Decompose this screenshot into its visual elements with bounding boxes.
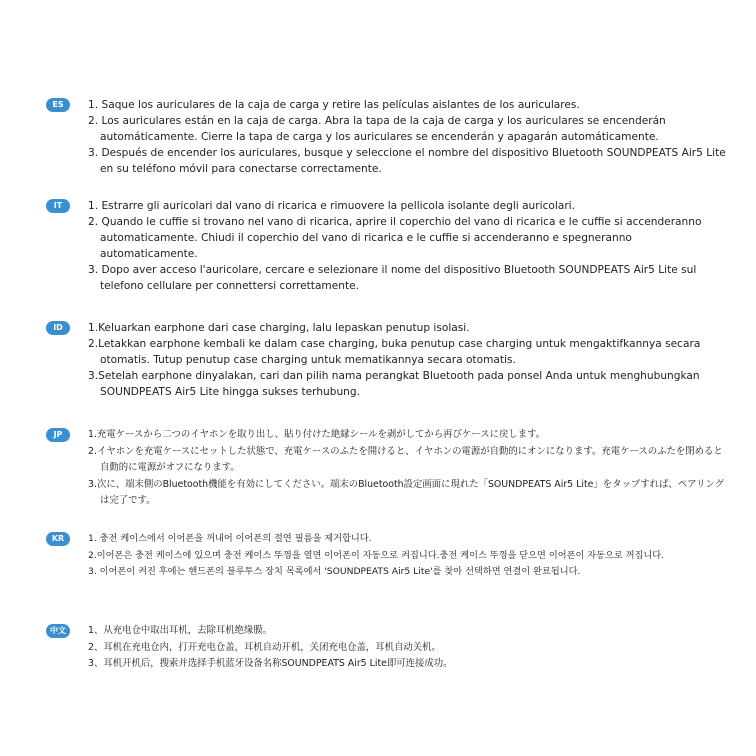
instruction-list-zh [88, 623, 728, 673]
instruction-item: 2.이어폰은 충전 케이스에 있으며 충전 케이스 뚜껑을 열면 이어폰이 자동으로 켜집니다.충전 케이스 뚜껑을 닫으면 이어폰이 자동으로 꺼집니다. [88, 549, 665, 561]
instruction-item: 3. Dopo aver acceso l'auricolare, cercare e selezionare il nome del dispositivo Bluetooth SOUNDPEATS Air5 Lite sul telefono cellulare per connettersi correttamente. [88, 264, 697, 292]
instruction-item: 1、从充电仓中取出耳机，去除耳机绝缘膜。 [88, 625, 273, 636]
language-badge-jp: JP [46, 428, 70, 442]
instruction-item: 3、耳机开机后，搜索并选择手机蓝牙设备名称SOUNDPEATS Air5 Lite即可连接成功。 [88, 658, 453, 669]
language-badge-it: IT [46, 199, 70, 213]
instruction-item: 3. 이어폰이 켜진 후에는 핸드폰의 블루투스 장치 목록에서 'SOUNDPEATS Air5 Lite'를 찾아 선택하면 연결이 완료됩니다. [88, 566, 581, 577]
instruction-item: 1. Estrarre gli auricolari dal vano di ricarica e rimuovere la pellicola isolante degli auricolari. [88, 200, 575, 212]
instruction-item: 1.Keluarkan earphone dari case charging, lalu lepaskan penutup isolasi. [88, 322, 470, 334]
instruction-list-kr [88, 531, 728, 581]
instruction-item: 2. Quando le cuffie si trovano nel vano di ricarica, aprire il coperchio del vano di ricarica e le cuffie si accenderanno automaticamente. Chiudi il coperchio del vano di ricarica e le cuffie si accenderanno e spegneranno automaticamente. [88, 216, 702, 260]
instruction-item: 2.Letakkan earphone kembali ke dalam case charging, buka penutup case charging untuk mengaktifkannya secara otomatis. Tutup penutup case charging untuk mematikannya secara otomatis. [88, 338, 701, 366]
instruction-list-jp [88, 427, 728, 510]
instruction-list-es [88, 97, 728, 177]
instruction-list-id [88, 320, 728, 400]
instruction-item: 2. Los auriculares están en la caja de carga. Abra la tapa de la caja de carga y los auriculares se encenderán automáticamente. Cierre la tapa de carga y los auriculares se encenderán y apagarán automáticamente. [88, 115, 666, 143]
instruction-item: 1. Saque los auriculares de la caja de carga y retire las películas aislantes de los auriculares. [88, 99, 580, 111]
instruction-item: 1.充電ケースから二つのイヤホンを取り出し、貼り付けた絶縁シールを剥がしてから再びケースに戻します。 [88, 429, 546, 440]
instruction-list-it [88, 198, 728, 294]
language-badge-zh: 中文 [46, 624, 70, 638]
instruction-item: 1. 충전 케이스에서 이어폰을 꺼내어 이어폰의 절연 필름을 제거합니다. [88, 533, 372, 544]
language-badge-kr: KR [46, 532, 70, 546]
instruction-item: 2、耳机在充电仓内，打开充电仓盖，耳机自动开机，关闭充电仓盖，耳机自动关机。 [88, 641, 441, 653]
language-badge-id: ID [46, 321, 70, 335]
instruction-item: 3. Después de encender los auriculares, busque y seleccione el nombre del dispositivo Bluetooth SOUNDPEATS Air5 Lite en su teléfono móvil para conectarse correctamente. [88, 147, 726, 175]
instruction-item: 3.Setelah earphone dinyalakan, cari dan pilih nama perangkat Bluetooth pada ponsel Anda untuk menghubungkan SOUNDPEATS Air5 Lite hingga sukses terhubung. [88, 370, 700, 398]
instruction-item: 3.次に、端末側のBluetooth機能を有効にしてください。端末のBluetooth設定画面に現れた「SOUNDPEATS Air5 Lite」をタップすれば、ペアリングは完了です。 [88, 478, 725, 506]
language-badge-es: ES [46, 98, 70, 112]
instruction-item: 2.イヤホンを充電ケースにセットした状態で、充電ケースのふたを開けると、イヤホンの電源が自動的にオンになります。充電ケースのふたを閉めると自動的に電源がオフになります。 [88, 445, 723, 473]
